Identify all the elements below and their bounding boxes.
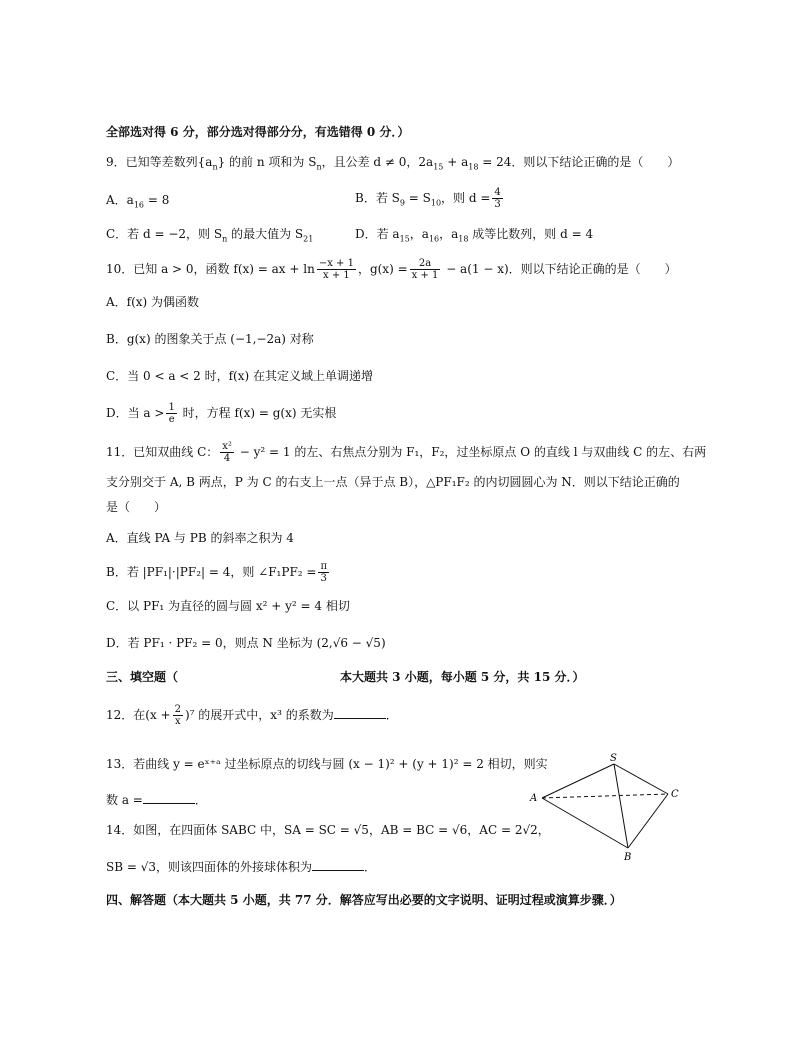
q10-ln-fraction <box>317 258 356 281</box>
edge-sa <box>542 764 614 798</box>
q9-d-text3: ，a <box>439 227 459 241</box>
q9-d-text4: 成等比数列，则 d = 4 <box>468 227 594 241</box>
question-9-stem: 9．已知等差数列$\{a_n\}$ 的前 n 项和为 $S_n$，且公差 d ≠ 0，$2a_{15} + a_{18} = 24$．则以下结论正确的是（ ） <box>106 155 680 172</box>
q14-text-2: SB = √3，则该四面体的外接球体积为 <box>106 860 313 874</box>
q9-option-b: B．若 $S_9 = S_{10}$，则 d = $\frac{4}{3}$ <box>355 187 501 210</box>
q14-end: ． <box>364 860 377 874</box>
question-12 <box>106 704 398 727</box>
q9-c-text: C．若 d = −2，则 S <box>106 227 223 241</box>
q12-num: 2 <box>174 704 181 715</box>
q10-option-c: C．当 0 < a < 2 时，f(x) 在其定义域上单调递增 <box>106 369 373 383</box>
q12-text-2: 的展开式中，x³ 的系数为 <box>194 708 334 722</box>
edge-bc <box>628 794 668 848</box>
q9-option-d: D．若 $a_{15}$，$a_{16}$，$a_{18}$ 成等比数列，则 d = 4 <box>355 227 594 244</box>
q10-option-d <box>106 402 336 425</box>
question-11-line-2: 支分别交于 A, B 两点，P 为 C 的右支上一点（异于点 B），△PF₁F₂ 的内切圆圆心为 N．则以下结论正确的 <box>106 475 680 489</box>
q9-text-3: + a <box>443 155 469 169</box>
question-14-line-2 <box>106 858 376 875</box>
q12-end: ． <box>385 708 398 722</box>
label-c: C <box>671 789 679 800</box>
q10-g-den: x + 1 <box>411 270 439 281</box>
label-s: S <box>610 753 617 764</box>
q10-d-fraction <box>166 402 176 425</box>
edge-ac-hidden <box>542 794 668 798</box>
q9-c-text2: 的最大值为 S <box>227 227 304 241</box>
q9-b-fraction <box>492 187 502 210</box>
question-11-line-3: 是（ ） <box>106 500 167 514</box>
q12-answer-blank[interactable] <box>334 706 386 719</box>
q9-b-text2: = S <box>404 191 431 205</box>
edge-sc <box>614 764 668 794</box>
label-a: A <box>530 793 538 804</box>
q9-text: 9．已知等差数列 <box>106 155 198 169</box>
q11-text-1a: 11．已知双曲线 C： <box>106 445 219 459</box>
q10-option-a: A．f(x) 为偶函数 <box>106 295 200 309</box>
q9-b-den: 3 <box>494 199 501 210</box>
q10-d-num: 1 <box>168 402 175 413</box>
section-4-title: 四、解答题（本大题共 5 小题，共 77 分．解答应写出必要的文字说明、证明过程或演算步骤．） <box>106 893 622 907</box>
q10-text-1: 10．已知 a > 0，函数 f(x) = ax + ln <box>106 262 315 276</box>
question-13-line-2 <box>106 791 207 808</box>
q9-a-text2: = 8 <box>144 193 170 207</box>
q9-a-text: A．a <box>106 193 134 207</box>
q12-fraction <box>173 704 183 727</box>
q10-g-num: 2a <box>410 258 441 270</box>
q11-option-d: D．若 PF₁ · PF₂ = 0，则点 N 坐标为 (2,√6 − √5) <box>106 636 386 650</box>
q13-text-2: 数 a = <box>106 793 143 807</box>
q10-g-fraction <box>410 258 441 281</box>
edge-ab <box>542 798 628 848</box>
q10-text-3: − a(1 − x)．则以下结论正确的是（ ） <box>442 262 677 276</box>
q9-b-num: 4 <box>494 187 501 198</box>
question-10-stem <box>106 258 677 281</box>
q13-end: ． <box>194 793 207 807</box>
q9-text-2: ，且公差 d ≠ 0，2a <box>321 155 434 169</box>
q10-d-den: e <box>168 414 175 425</box>
q13-answer-blank[interactable] <box>143 791 195 804</box>
q11-option-a: A．直线 PA 与 PB 的斜率之积为 4 <box>106 531 294 545</box>
q9-option-a: A．$a_{16} = 8$ <box>106 193 170 210</box>
label-b: B <box>624 852 632 863</box>
q9-seq: {a <box>197 155 213 169</box>
q10-ln-num: −x + 1 <box>318 258 354 269</box>
edge-sb <box>614 764 628 848</box>
q10-d-text: D．当 a > <box>106 406 165 420</box>
question-13-line-1: 13．若曲线 y = eˣ⁺ᵃ 过坐标原点的切线与圆 (x − 1)² + (y + 1)² = 2 相切，则实 <box>106 757 548 771</box>
q11-option-c: C．以 PF₁ 为直径的圆与圆 x² + y² = 4 相切 <box>106 599 350 613</box>
q10-text-2: ，g(x) = <box>357 262 408 276</box>
section-instruction: 全部选对得 6 分，部分选对得部分分，有选错得 0 分．） <box>106 125 410 139</box>
q10-ln-den: x + 1 <box>323 270 350 281</box>
question-11-line-1 <box>106 441 706 464</box>
q12-paren-end: )⁷ <box>184 708 195 722</box>
q9-b-text: B．若 S <box>355 191 400 205</box>
q11-option-b <box>106 561 331 584</box>
q12-den: x <box>174 716 181 727</box>
q11-b-fraction <box>318 561 329 584</box>
q12-text-1: 12．在 <box>106 708 146 722</box>
q12-paren: (x + <box>145 708 171 722</box>
q11-b-text: B．若 |PF₁|·|PF₂| = 4，则 ∠F₁PF₂ = <box>106 565 317 579</box>
q11-x-den: 4 <box>223 453 231 464</box>
section-3-title: 三、填空题（ <box>106 670 179 684</box>
q11-b-den: 3 <box>320 573 327 584</box>
q10-d-text2: 时，方程 f(x) = g(x) 无实根 <box>178 406 337 420</box>
q11-x-num: x² <box>222 441 232 452</box>
question-14-line-1: 14．如图，在四面体 SABC 中，SA = SC = √5，AB = BC = √6，AC = 2√2， <box>106 823 550 837</box>
q11-text-1b: − y² = 1 的左、右焦点分别为 F₁，F₂，过坐标原点 O 的直线 l 与双曲线 C 的左、右两 <box>235 445 707 459</box>
q9-text-4: = 24．则以下结论正确的是（ ） <box>478 155 680 169</box>
section-3-instruction: 本大题共 3 小题，每小题 5 分，共 15 分．） <box>340 670 585 684</box>
q9-text-1: } 的前 n 项和为 S <box>217 155 317 169</box>
q11-b-num: π <box>320 561 328 572</box>
q9-d-text: D．若 a <box>355 227 400 241</box>
q9-d-text2: ，a <box>409 227 429 241</box>
q14-answer-blank[interactable] <box>312 858 364 871</box>
tetrahedron-figure <box>528 752 688 864</box>
q9-option-c: C．若 d = −2，则 $S_n$ 的最大值为 $S_{21}$ <box>106 227 314 244</box>
q10-option-b: B．g(x) 的图象关于点 (−1,−2a) 对称 <box>106 332 314 346</box>
q9-b-text3: ，则 d = <box>441 191 491 205</box>
q11-fraction <box>220 441 234 464</box>
